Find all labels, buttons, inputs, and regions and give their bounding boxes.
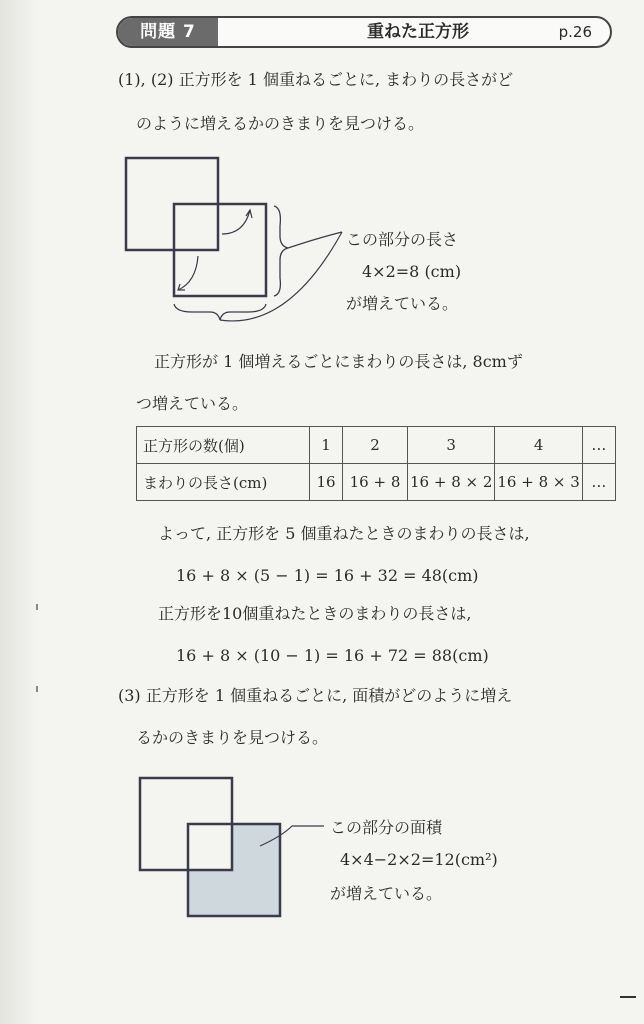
- margin-mark: [36, 604, 38, 610]
- right-brace: [274, 206, 288, 296]
- arrow-up-icon: [222, 210, 250, 234]
- table-cell: 3: [408, 427, 495, 464]
- diagram1-note-3: が増えている。: [346, 294, 459, 313]
- margin-mark: [36, 686, 38, 692]
- diagram2-note-2: 4×4−2×2=12(cm²): [340, 850, 498, 869]
- problem-header: [116, 16, 612, 48]
- table-header-cell: 正方形の数(個): [137, 427, 310, 464]
- table-header-cell: まわりの長さ(cm): [137, 464, 310, 501]
- corner-mark: [620, 996, 636, 998]
- explain-line-2: つ増えている。: [136, 394, 249, 413]
- callout-line: [220, 232, 342, 321]
- table-cell: 16 + 8: [343, 464, 408, 501]
- problem-number: 問題 7: [118, 18, 218, 46]
- diagram1-note-2: 4×2=8 (cm): [362, 262, 462, 281]
- calc-equation-2: 16 + 8 × (10 − 1) = 16 + 72 = 88(cm): [176, 646, 489, 665]
- table-cell: 16: [310, 464, 343, 501]
- calc-line-2: 正方形を10個重ねたときのまわりの長さは,: [158, 604, 472, 623]
- table-row: [137, 427, 616, 464]
- diagram1-note-1: この部分の長さ: [346, 230, 459, 249]
- bottom-brace: [174, 304, 266, 320]
- table-cell: …: [582, 464, 615, 501]
- table-cell: 1: [310, 427, 343, 464]
- table-cell: 4: [495, 427, 582, 464]
- diagram2-note-1: この部分の面積: [330, 818, 443, 837]
- problem-title: 重ねた正方形: [367, 22, 469, 42]
- part3-line-1: (3) 正方形を 1 個重ねるごとに, 面積がどのように増え: [118, 686, 513, 705]
- table-cell: 16 + 8 × 3: [495, 464, 582, 501]
- page-edge: [0, 0, 40, 1024]
- calc-line-1: よって, 正方形を 5 個重ねたときのまわりの長さは,: [158, 524, 530, 543]
- table-cell: …: [582, 427, 615, 464]
- perimeter-table: [136, 426, 616, 501]
- part3-line-2: るかのきまりを見つける。: [136, 728, 329, 747]
- table-row: [137, 464, 616, 501]
- arrow-down-icon: [178, 256, 198, 290]
- intro-line-2: のように増えるかのきまりを見つける。: [136, 114, 425, 133]
- page-reference: p.26: [558, 23, 592, 41]
- table-cell: 2: [343, 427, 408, 464]
- intro-line-1: (1), (2) 正方形を 1 個重ねるごとに, まわりの長さがど: [118, 70, 514, 89]
- perimeter-diagram: [118, 150, 348, 330]
- area-diagram: [132, 770, 332, 930]
- diagram2-note-3: が増えている。: [330, 884, 443, 903]
- calc-equation-1: 16 + 8 × (5 − 1) = 16 + 32 = 48(cm): [176, 566, 479, 585]
- table-cell: 16 + 8 × 2: [408, 464, 495, 501]
- explain-line-1: 正方形が 1 個増えるごとにまわりの長さは, 8cmず: [154, 352, 523, 371]
